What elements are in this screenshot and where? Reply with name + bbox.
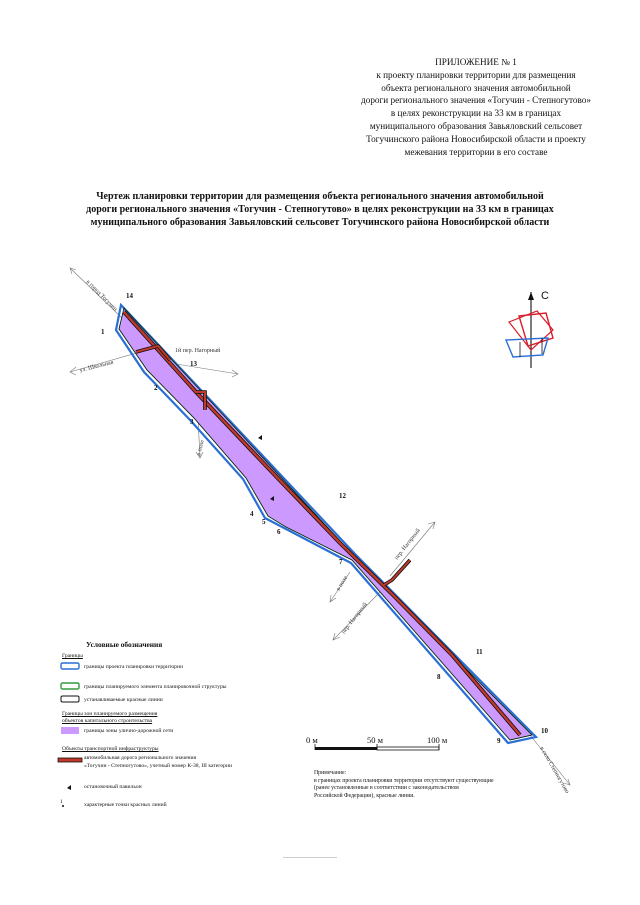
point-label: 8 bbox=[437, 673, 441, 681]
title-line: Чертеж планировки территории для размещения объекта регионального значения автомобильной bbox=[96, 191, 544, 202]
note-line: в границах проекта планировки территории отсутствуют существующие bbox=[314, 777, 494, 784]
note bbox=[314, 770, 554, 800]
note-line: (ранее установленные в соответствии с законодательством bbox=[314, 785, 459, 792]
point-label: 7 bbox=[339, 558, 343, 566]
legend-project-symbol bbox=[61, 663, 79, 669]
bus-stop-icon bbox=[258, 435, 262, 440]
street-label: 1й пер. Нагорный bbox=[175, 348, 221, 354]
legend-item-element: границы планируемого элемента планировочной структуры bbox=[84, 684, 227, 690]
street-arrow-nagorny-1 bbox=[390, 522, 435, 576]
legend-section-borders: Границы bbox=[62, 653, 83, 659]
legend-item-redlines: устанавливаемые красные линии bbox=[84, 697, 163, 703]
point-label: 11 bbox=[476, 648, 483, 656]
note-line: Примечание: bbox=[314, 770, 347, 776]
title-line: муниципального образования Завьяловский сельсовет Тогучинского района Новосибирской области bbox=[90, 217, 550, 228]
north-label: С bbox=[541, 290, 549, 302]
point-label: 3 bbox=[190, 418, 194, 426]
legend-redlines-symbol bbox=[61, 696, 79, 702]
legend-element-symbol bbox=[61, 683, 79, 689]
street-label: ул. Школьная bbox=[79, 359, 115, 374]
scale-label-0: 0 м bbox=[306, 735, 318, 745]
legend-item-road: автомобильная дорога регионального значения bbox=[84, 755, 197, 761]
legend-zone-symbol bbox=[61, 727, 79, 734]
legend-item-zone: границы зоны улично-дорожной сети bbox=[84, 728, 174, 734]
appendix-line: Тогучинского района Новосибирской области и проекту bbox=[366, 133, 586, 144]
street-label: в поле bbox=[196, 439, 206, 457]
street-label: в город Тогучин bbox=[84, 279, 118, 313]
street-label: пер. Нагорный bbox=[340, 601, 369, 636]
legend-stop-symbol bbox=[67, 785, 71, 790]
appendix-line: муниципального образования Завьяловский сельсовет bbox=[369, 120, 583, 131]
appendix-line: ПРИЛОЖЕНИЕ № 1 bbox=[435, 57, 517, 67]
appendix-line: к проекту планировки территории для размещения bbox=[376, 69, 576, 80]
note-line: Российской Федерации), красные линии. bbox=[314, 792, 415, 799]
scale-label-100: 100 м bbox=[427, 735, 448, 745]
legend-points-number: 1 bbox=[60, 799, 63, 805]
point-label: 9 bbox=[497, 737, 501, 745]
appendix-line: межевания территории в его составе bbox=[404, 146, 548, 157]
legend-item-project: границы проекта планировки территории bbox=[84, 664, 183, 670]
point-label: 12 bbox=[339, 492, 346, 500]
point-label: 5 bbox=[262, 518, 266, 526]
legend-item-road-2: «Тогучин - Степногутово», учетный номер К-38, III категории bbox=[84, 763, 232, 769]
appendix-line: объекта регионального значения автомобильной bbox=[381, 82, 571, 93]
point-label: 1 bbox=[101, 328, 105, 336]
title-line: дороги регионального значения «Тогучин - Степногутово» в целях реконструкции на 33 км в границах bbox=[86, 204, 554, 215]
legend-item-stop: остановочный павильон bbox=[84, 784, 142, 790]
street-label: в поле bbox=[335, 575, 350, 593]
north-arrow bbox=[506, 290, 553, 368]
legend-section-transport: Объекты транспортной инфраструктуры bbox=[62, 746, 159, 752]
point-label: 13 bbox=[190, 360, 197, 368]
legend-heading: Условные обозначения bbox=[86, 640, 163, 649]
legend-section-zones: Границы зон планируемого размещения bbox=[62, 711, 158, 717]
legend-symbols bbox=[58, 663, 82, 807]
point-label: 10 bbox=[541, 727, 548, 735]
footer-divider bbox=[283, 857, 337, 858]
legend-item-points: характерные точки красных линий bbox=[84, 802, 167, 808]
legend-road-symbol bbox=[58, 758, 82, 762]
appendix-line: дороги регионального значения «Тогучин - Степногутово» bbox=[361, 95, 591, 106]
point-label: 2 bbox=[154, 384, 158, 392]
point-label: 14 bbox=[126, 292, 133, 300]
point-label: 4 bbox=[250, 510, 254, 518]
scale-label-50: 50 м bbox=[367, 735, 384, 745]
appendix-line: в целях реконструкции на 33 км в границах bbox=[390, 108, 562, 119]
legend-section-zones-2: объектов капитального строительства bbox=[62, 718, 153, 724]
street-label: в село Степногутово bbox=[538, 746, 570, 795]
street-label: пер. Нагорный bbox=[393, 527, 422, 562]
point-label: 6 bbox=[277, 528, 281, 536]
